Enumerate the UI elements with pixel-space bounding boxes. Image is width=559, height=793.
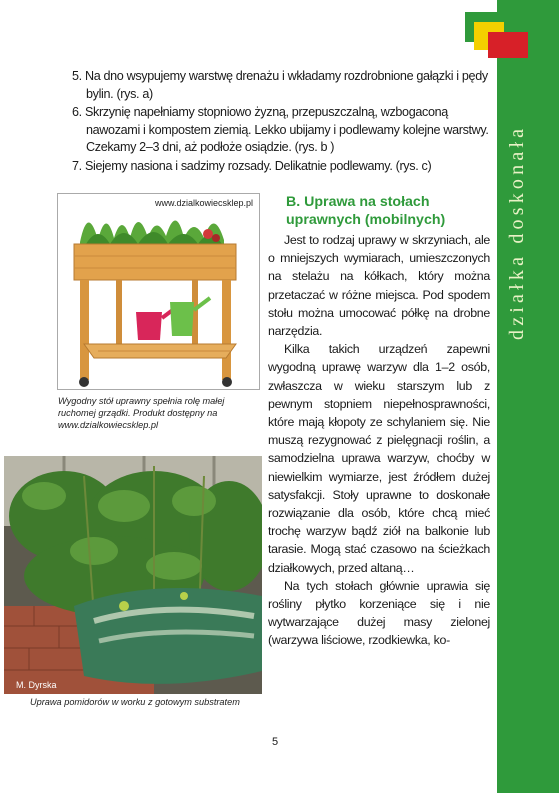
raised-table-illustration (58, 194, 260, 390)
step-6: 6. Skrzynię napełniamy stopniowo żyzną, przepuszczalną, wzbogaconą nawozami i kompostem ziemią. Lekko ubijamy i podlewamy kolejne warstwy. Czekamy 2–3 dni, aż podłoże osiądzie. (rys. b ) (72, 105, 489, 154)
page-number: 5 (272, 736, 279, 748)
paragraph-1: Jest to rodzaj uprawy w skrzyniach, ale o mniejszych wymiarach, umieszczonych na stelażu na kółkach, który można przetaczać w różne miejsca. Pod spodem stołu można umocować półkę na drobne narzędzia. (268, 233, 490, 339)
instruction-steps (72, 68, 492, 176)
step-7: 7. Siejemy nasiona i sadzimy rozsady. Delikatnie podlewamy. (rys. c) (72, 158, 432, 173)
paragraph-3: Na tych stołach głównie uprawia się rośliny płytko korzeniące się i nie wytwarzające dużej masy zielonej (warzywa liściowe, rzodkiewka, ko- (268, 578, 490, 648)
tomato-growbag-illustration (4, 456, 262, 694)
plants (80, 220, 224, 246)
figure2-credit: M. Dyrska (16, 680, 57, 690)
figure1-caption: Wygodny stół uprawny spełnia rolę małej ruchomej grządki. Produkt dostępny na www.dzialkowiecsklep.pl (58, 396, 225, 430)
corner-squares (460, 12, 530, 62)
paragraph-2: Kilka takich urządzeń zapewni wygodną uprawę warzyw dla 1–2 osób, zwłaszcza w wieku starszym lub z pewnym stopniem niepełnosprawności, które mają kłopoty ze schylaniem się. Nie muszą rezygnować z pielęgnacji roślin, a samodzielna uprawa warzyw, choćby w niewielkim wymiarze, jest źródłem dużej satysfakcji. Stoły uprawne to doskonałe rozwiązanie dla osób, które chcą mieć trochę warzyw bądź ziół na balkonie lub tarasie. Mogą stać czasowo na ścieżkach działkowych, przed altaną… (268, 342, 490, 575)
side-title: działka doskonała (506, 124, 528, 340)
figure2-caption: Uprawa pomidorów w worku z gotowym substratem (30, 697, 240, 707)
red-square (488, 32, 528, 58)
section-heading: B. Uprawa na stołach uprawnych (mobilnych) (286, 194, 446, 228)
tomato-growbag-photo (4, 456, 262, 694)
step-5: 5. Na dno wsypujemy warstwę drenażu i wkładamy rozdrobnione gałązki i pędy bylin. (rys. a) (72, 69, 488, 101)
section-b-column (268, 193, 490, 650)
raised-table-photo (57, 193, 260, 390)
section-body (268, 231, 490, 650)
figure1-url: www.dzialkowiecsklep.pl (154, 198, 253, 208)
